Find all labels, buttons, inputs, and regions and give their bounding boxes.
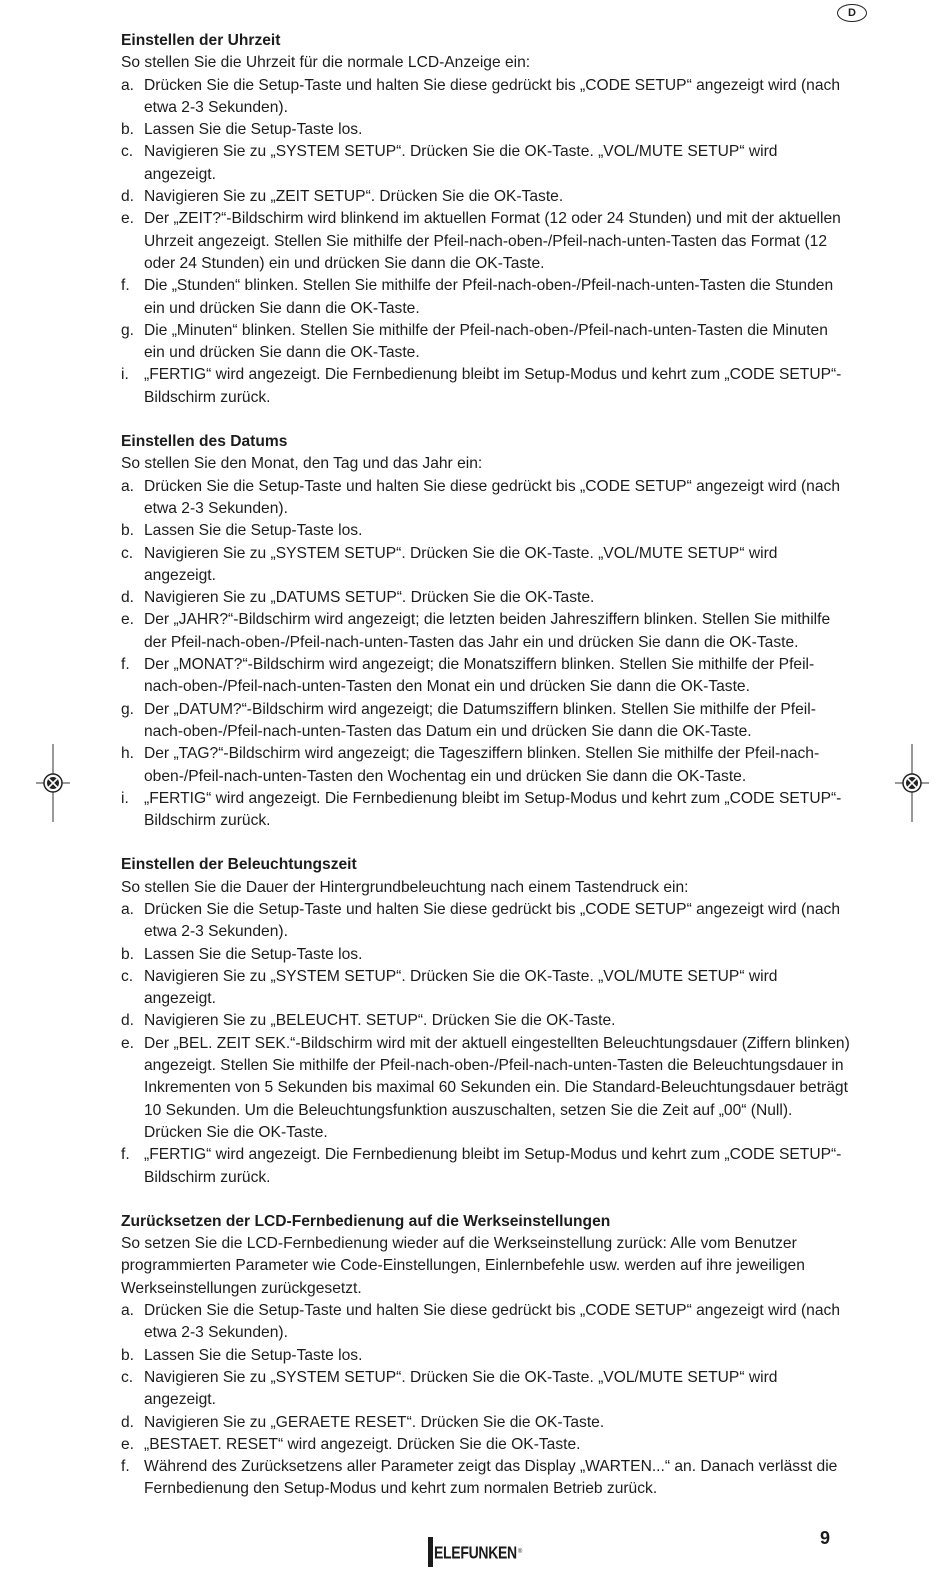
logo-bar — [428, 1537, 433, 1567]
step-item — [121, 899, 851, 944]
step-item — [121, 609, 851, 654]
step-item — [121, 1412, 851, 1434]
step-text: Der „JAHR?“-Bildschirm wird angezeigt; die letzten beiden Jahresziffern blinken. Stellen Sie mithilfe der Pfeil-nach-oben-/Pfeil-nach-unten-Tasten das Jahr ein und drücken Sie dann die OK-Taste. — [144, 611, 831, 651]
section-heading: Zurücksetzen der LCD-Fernbedienung auf die Werkseinstellungen — [121, 1212, 611, 1230]
language-badge: D — [837, 4, 867, 22]
step-text: Navigieren Sie zu „DATUMS SETUP“. Drücken Sie die OK-Taste. — [144, 589, 595, 607]
step-list — [121, 899, 851, 1189]
step-text: „FERTIG“ wird angezeigt. Die Fernbedienung bleibt im Setup-Modus und kehrt zum „CODE SETUP“-Bildschirm zurück. — [144, 1146, 842, 1186]
registered-mark: ® — [517, 1549, 523, 1555]
step-text: Die „Minuten“ blinken. Stellen Sie mithilfe der Pfeil-nach-oben-/Pfeil-nach-unten-Tasten die Minuten ein und drücken Sie dann die OK-Taste. — [144, 321, 828, 362]
step-label: c. — [121, 143, 134, 161]
step-label: d. — [121, 188, 135, 206]
step-label: a. — [121, 76, 135, 94]
step-item — [121, 208, 851, 275]
step-label: d. — [121, 1413, 135, 1431]
step-text: Lassen Sie die Setup-Taste los. — [144, 121, 363, 139]
step-label: g. — [121, 700, 135, 718]
step-label: h. — [121, 745, 135, 763]
step-text: Lassen Sie die Setup-Taste los. — [144, 1346, 363, 1364]
section-werkseinstellungen — [121, 1211, 851, 1501]
step-text: Drücken Sie die Setup-Taste und halten Sie diese gedrückt bis „CODE SETUP“ angezeigt wird (nach etwa 2-3 Sekunden). — [144, 477, 840, 517]
step-text: „BESTAET. RESET“ wird angezeigt. Drücken Sie die OK-Taste. — [144, 1435, 581, 1453]
step-text: Der „ZEIT?“-Bildschirm wird blinkend im aktuellen Format (12 oder 24 Stunden) und mit der aktuellen Uhrzeit angezeigt. Stellen Sie mithilfe der Pfeil-nach-oben-/Pfeil-nach-unten-Tasten das Format (12 oder 24 Stunden) ein und drücken Sie dann die OK-Taste. — [144, 210, 841, 272]
step-item — [121, 520, 851, 542]
step-label: e. — [121, 611, 135, 629]
step-label: e. — [121, 210, 135, 228]
step-text: Navigieren Sie zu „GERAETE RESET“. Drücken Sie die OK-Taste. — [144, 1413, 605, 1431]
step-list — [121, 1300, 851, 1501]
step-label: c. — [121, 1368, 134, 1386]
step-label: i. — [121, 789, 129, 807]
step-label: a. — [121, 900, 135, 918]
step-text: Navigieren Sie zu „SYSTEM SETUP“. Drücken Sie die OK-Taste. „VOL/MUTE SETUP“ wird angezeigt. — [144, 544, 778, 584]
section-heading: Einstellen des Datums — [121, 433, 288, 451]
step-label: c. — [121, 967, 134, 985]
step-item — [121, 1434, 851, 1456]
step-list — [121, 476, 851, 833]
document-body — [121, 30, 851, 1523]
section-intro: So stellen Sie die Dauer der Hintergrundbeleuchtung nach einem Tastendruck ein: — [121, 878, 689, 896]
section-uhrzeit — [121, 30, 851, 409]
step-item — [121, 788, 851, 833]
step-text: „FERTIG“ wird angezeigt. Die Fernbedienung bleibt im Setup-Modus und kehrt zum „CODE SETUP“-Bildschirm zurück. — [144, 789, 842, 830]
step-item — [121, 75, 851, 120]
step-item — [121, 186, 851, 208]
section-heading: Einstellen der Beleuchtungszeit — [121, 856, 357, 874]
step-text: Die „Stunden“ blinken. Stellen Sie mithilfe der Pfeil-nach-oben-/Pfeil-nach-unten-Tasten die Stunden ein und drücken Sie dann die OK-Taste. — [144, 277, 834, 317]
section-intro: So stellen Sie den Monat, den Tag und das Jahr ein: — [121, 455, 483, 473]
step-item — [121, 320, 851, 365]
section-datum — [121, 431, 851, 832]
step-item — [121, 1033, 851, 1144]
step-label: b. — [121, 1346, 135, 1364]
step-text: Navigieren Sie zu „BELEUCHT. SETUP“. Drücken Sie die OK-Taste. — [144, 1012, 616, 1030]
step-item — [121, 1345, 851, 1367]
step-text: Der „TAG?“-Bildschirm wird angezeigt; die Tagesziffern blinken. Stellen Sie mithilfe der Pfeil-nach-oben-/Pfeil-nach-unten-Tasten den Wochentag ein und drücken Sie dann die OK-Taste. — [144, 745, 820, 785]
step-text: Der „MONAT?“-Bildschirm wird angezeigt; die Monatsziffern blinken. Stellen Sie mithilfe der Pfeil-nach-oben-/Pfeil-nach-unten-Tasten den Monat ein und drücken Sie dann die OK-Taste. — [144, 656, 815, 696]
step-text: „FERTIG“ wird angezeigt. Die Fernbedienung bleibt im Setup-Modus und kehrt zum „CODE SETUP“-Bildschirm zurück. — [144, 366, 842, 406]
step-item — [121, 1010, 851, 1032]
step-item — [121, 364, 851, 409]
step-label: e. — [121, 1034, 135, 1052]
step-item — [121, 275, 851, 320]
step-label: b. — [121, 522, 135, 540]
step-item — [121, 476, 851, 521]
step-label: d. — [121, 1012, 135, 1030]
registration-mark-icon — [36, 744, 70, 822]
step-item — [121, 543, 851, 588]
step-text: Der „DATUM?“-Bildschirm wird angezeigt; die Datumsziffern blinken. Stellen Sie mithilfe der Pfeil-nach-oben-/Pfeil-nach-unten-Tasten das Datum ein und drücken Sie dann die OK-Taste. — [144, 700, 816, 740]
step-label: f. — [121, 1146, 130, 1164]
step-label: g. — [121, 321, 135, 339]
step-text: Drücken Sie die Setup-Taste und halten Sie diese gedrückt bis „CODE SETUP“ angezeigt wird (nach etwa 2-3 Sekunden). — [144, 1302, 840, 1342]
step-label: f. — [121, 656, 130, 674]
step-label: i. — [121, 366, 129, 384]
step-text: Lassen Sie die Setup-Taste los. — [144, 945, 363, 963]
logo-wordmark: ELEFUNKEN — [434, 1542, 517, 1562]
step-item — [121, 587, 851, 609]
section-intro: So setzen Sie die LCD-Fernbedienung wieder auf die Werkseinstellung zurück: Alle vom Benutzer programmierten Parameter wie Code-Einstellungen, Einlernbefehle usw. werden auf ihre jeweiligen Werkseinstellungen zurückgesetzt. — [121, 1235, 805, 1297]
step-text: Drücken Sie die Setup-Taste und halten Sie diese gedrückt bis „CODE SETUP“ angezeigt wird (nach etwa 2-3 Sekunden). — [144, 76, 840, 116]
step-text: Navigieren Sie zu „SYSTEM SETUP“. Drücken Sie die OK-Taste. „VOL/MUTE SETUP“ wird angezeigt. — [144, 967, 778, 1008]
step-item — [121, 743, 851, 788]
step-item — [121, 699, 851, 744]
section-intro: So stellen Sie die Uhrzeit für die normale LCD-Anzeige ein: — [121, 54, 531, 72]
step-item — [121, 141, 851, 186]
section-beleuchtung — [121, 854, 851, 1188]
step-label: b. — [121, 121, 135, 139]
step-text: Navigieren Sie zu „SYSTEM SETUP“. Drücken Sie die OK-Taste. „VOL/MUTE SETUP“ wird angezeigt. — [144, 143, 778, 183]
step-list — [121, 75, 851, 409]
step-label: e. — [121, 1435, 135, 1453]
step-item — [121, 1144, 851, 1189]
step-label: f. — [121, 277, 130, 295]
section-heading: Einstellen der Uhrzeit — [121, 32, 281, 49]
page-number: 9 — [820, 1528, 831, 1548]
step-text: Lassen Sie die Setup-Taste los. — [144, 522, 363, 540]
registration-mark-icon — [895, 744, 929, 822]
step-item — [121, 966, 851, 1011]
step-label: c. — [121, 544, 134, 562]
step-text: Während des Zurücksetzens aller Parameter zeigt das Display „WARTEN...“ an. Danach verlässt die Fernbedienung den Setup-Modus und kehrt zum normalen Betrieb zurück. — [144, 1458, 838, 1498]
step-label: a. — [121, 1302, 135, 1320]
step-label: d. — [121, 589, 135, 607]
step-label: a. — [121, 477, 135, 495]
step-text: Navigieren Sie zu „ZEIT SETUP“. Drücken Sie die OK-Taste. — [144, 188, 564, 206]
step-label: f. — [121, 1458, 130, 1476]
step-item — [121, 1300, 851, 1345]
step-item — [121, 1367, 851, 1412]
step-text: Der „BEL. ZEIT SEK.“-Bildschirm wird mit der aktuell eingestellten Beleuchtungsdauer (Ziffern blinken) angezeigt. Stellen Sie mithilfe der Pfeil-nach-oben-/Pfeil-nach-unten-Tasten die Beleuchtungsdauer in Inkrementen von 5 Sekunden bis maximal 60 Sekunden ein. Die Standard-Beleuchtungsdauer beträgt 10 Sekunden. Um die Beleuchtungsfunktion auszuschalten, setzen Sie die Zeit auf „00“ (Null). Drücken Sie die OK-Taste. — [144, 1034, 850, 1141]
step-item — [121, 944, 851, 966]
step-item — [121, 1456, 851, 1501]
step-item — [121, 119, 851, 141]
step-text: Navigieren Sie zu „SYSTEM SETUP“. Drücken Sie die OK-Taste. „VOL/MUTE SETUP“ wird angezeigt. — [144, 1368, 778, 1409]
step-label: b. — [121, 945, 135, 963]
brand-logo — [428, 1535, 522, 1569]
step-item — [121, 654, 851, 699]
step-text: Drücken Sie die Setup-Taste und halten Sie diese gedrückt bis „CODE SETUP“ angezeigt wird (nach etwa 2-3 Sekunden). — [144, 900, 840, 941]
